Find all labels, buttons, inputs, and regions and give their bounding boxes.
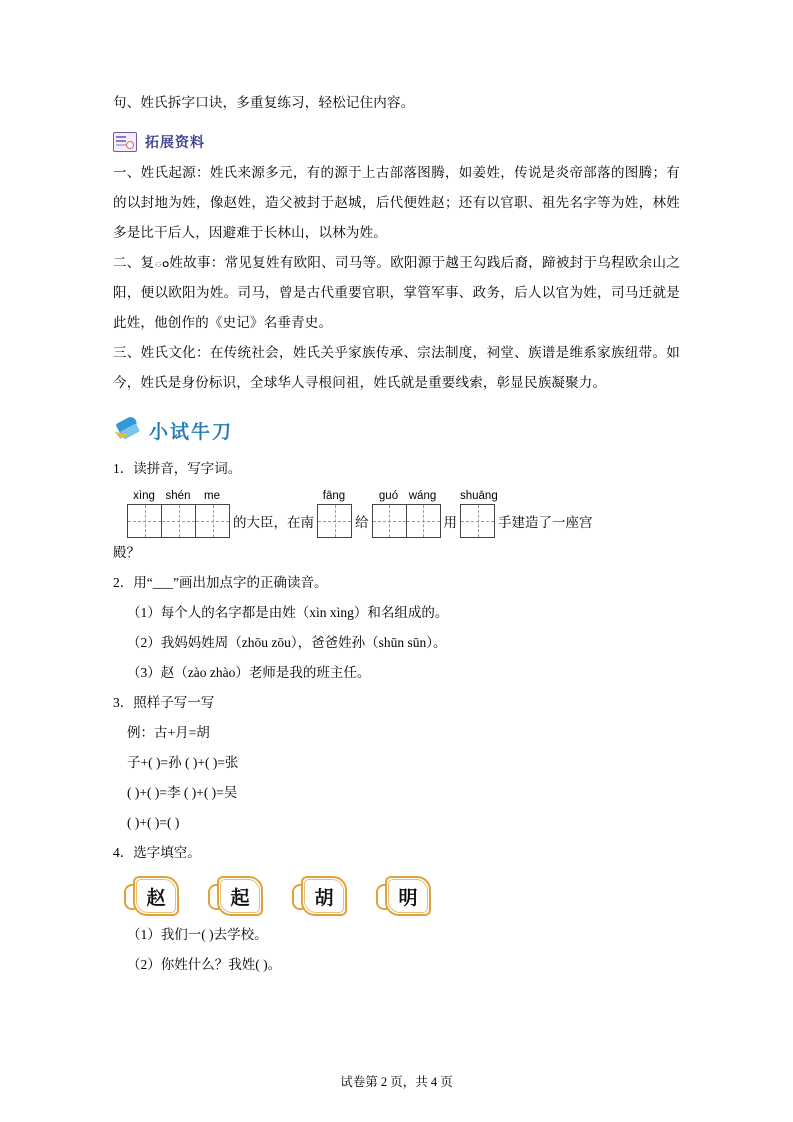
section-header-practice-label: 小试牛刀 (149, 421, 234, 443)
pinyin-labels-4 (460, 488, 498, 504)
card-glyph: 明 (398, 887, 418, 909)
pinyin-label: fāng (322, 490, 346, 502)
pinyin-labels-2 (317, 488, 352, 504)
question-4-char-cards (113, 876, 680, 916)
question-2-item-3: （3）赵（zào zhào）老师是我的班主任。 (127, 665, 371, 680)
card-glyph: 胡 (314, 887, 334, 909)
expand-paragraph-1: 一、姓氏起源：姓氏来源多元，有的源于上古部落图腾，如姜姓，传说是炎帝部落的图腾；有的以封地为姓，像赵姓，造父被封于赵城，后代便姓赵；还有以官职、祖先名字等为姓，林姓多是比干后人，因避难于长林山，以林为姓。 (113, 165, 680, 240)
pinyin-label: me (204, 490, 220, 502)
pinyin-labels-1 (127, 488, 230, 504)
pinyin-label: shuāng (460, 490, 498, 502)
question-4-prompt: 4．选字填空。 (113, 845, 201, 860)
pinyin-grid-group-2 (317, 488, 352, 538)
section-header-expand (113, 132, 680, 152)
writing-box[interactable] (318, 504, 352, 538)
question-4-item-2: （2）你姓什么？我姓( )。 (127, 957, 282, 972)
writing-boxes-2[interactable] (317, 504, 352, 538)
writing-boxes-1[interactable] (127, 504, 230, 538)
question-2-prompt: 2．用“___”画出加点字的正确读音。 (113, 575, 328, 590)
question-3-line-3: ( )+( )=( ) (127, 815, 180, 830)
q1-text-after-group4: 手建造了一座宫 (498, 515, 593, 530)
char-card[interactable] (301, 876, 347, 916)
top-paragraph: 句、姓氏拆字口诀，多重复练习，轻松记住内容。 (113, 95, 415, 110)
section-header-expand-label: 拓展资料 (145, 136, 205, 151)
pinyin-grid-group-3 (372, 488, 441, 538)
question-3-line-1: 子+( )=孙 ( )+( )=张 (127, 755, 239, 770)
card-glyph: 起 (230, 887, 250, 909)
question-1-tail: 殿？ (113, 545, 140, 560)
pinyin-labels-3 (372, 488, 441, 504)
writing-boxes-3[interactable] (372, 504, 441, 538)
section-header-practice (113, 416, 680, 444)
card-glyph: 赵 (146, 887, 166, 909)
question-3-example: 例：古+月=胡 (127, 725, 210, 740)
pinyin-label: shén (165, 490, 191, 502)
char-card[interactable] (385, 876, 431, 916)
question-1-prompt: 1．读拼音，写字词。 (113, 461, 242, 476)
pinyin-label: wáng (408, 490, 437, 502)
writing-box[interactable] (373, 504, 407, 538)
pen-icon (113, 416, 143, 444)
char-card[interactable] (217, 876, 263, 916)
question-2-item-1: （1）每个人的名字都是由姓（xìn xìng）和名组成的。 (127, 605, 449, 620)
resources-icon (113, 132, 137, 152)
pinyin-label: xìng (133, 490, 155, 502)
writing-box[interactable] (407, 504, 441, 538)
question-1-answer-area (113, 488, 680, 538)
question-3-prompt: 3．照样子写一写 (113, 695, 215, 710)
q1-text-after-group2: 给 (355, 515, 369, 530)
writing-box[interactable] (128, 504, 162, 538)
writing-box[interactable] (461, 504, 495, 538)
question-2-item-2: （2）我妈妈姓周（zhōu zōu），爸爸姓孙（shūn sūn）。 (127, 635, 447, 650)
page-footer: 试卷第 2 页，共 4 页 (340, 1075, 453, 1089)
pinyin-grid-group-4 (460, 488, 498, 538)
pinyin-label: guó (378, 490, 399, 502)
expand-paragraph-2: 二、复ం姓故事：常见复姓有欧阳、司马等。欧阳源于越王勾践后裔，蹄被封于乌程欧余山之阳，便以欧阳为姓。司马，曾是古代重要官职，掌管军事、政务，后人以官为姓，司马迁就是此姓，他创作的《史记》名垂青史。 (113, 255, 680, 330)
expand-paragraph-3: 三、姓氏文化：在传统社会，姓氏关乎家族传承、宗法制度，祠堂、族谱是维系家族纽带。如今，姓氏是身份标识，全球华人寻根问祖，姓氏就是重要线索，彰显民族凝聚力。 (113, 345, 680, 390)
pinyin-grid-group-1 (127, 488, 230, 538)
writing-box[interactable] (162, 504, 196, 538)
writing-box[interactable] (196, 504, 230, 538)
question-3-line-2: ( )+( )=李 ( )+( )=吴 (127, 785, 238, 800)
q1-text-after-group1: 的大臣，在南 (233, 515, 314, 530)
question-4-item-1: （1）我们一( )去学校。 (127, 927, 268, 942)
q1-text-after-group3: 用 (443, 515, 457, 530)
writing-boxes-4[interactable] (460, 504, 495, 538)
char-card[interactable] (133, 876, 179, 916)
